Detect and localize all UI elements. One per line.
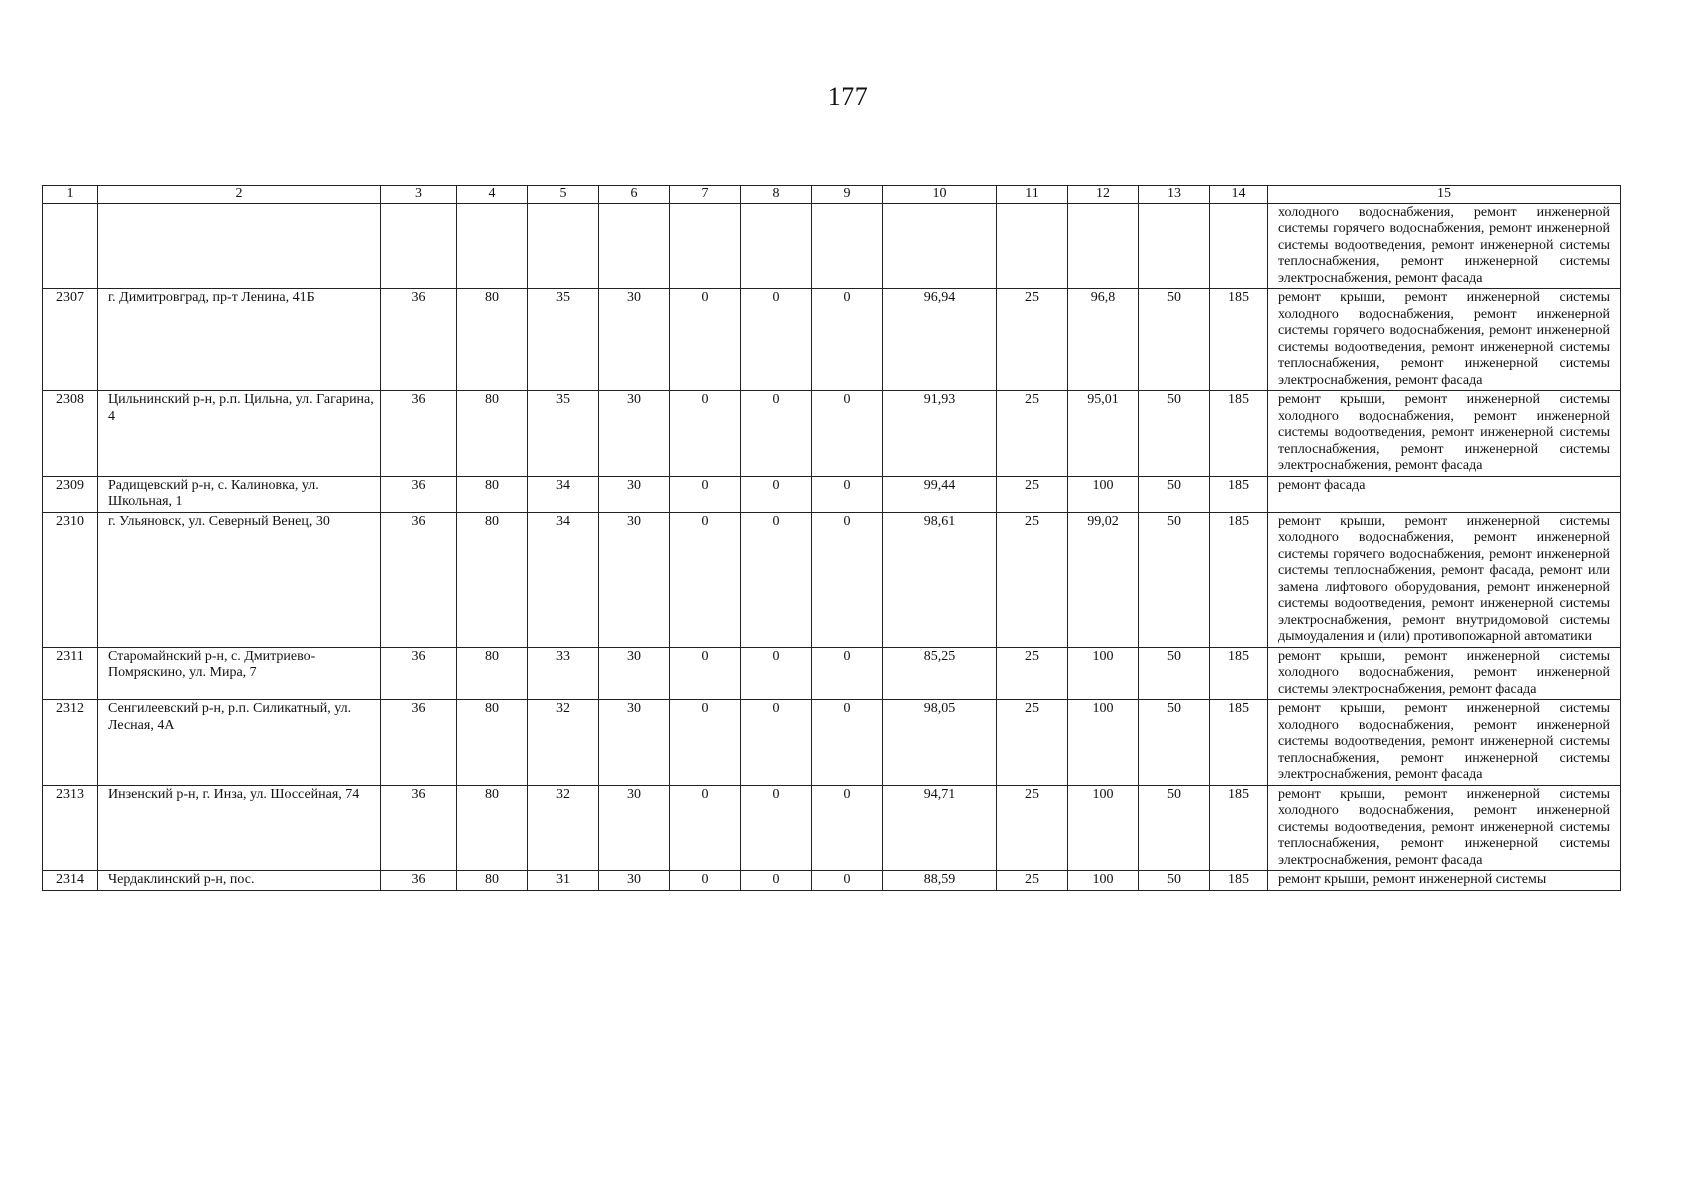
value-cell: 25 (997, 476, 1068, 512)
value-cell: 36 (381, 871, 457, 891)
value-cell: 98,61 (883, 512, 997, 647)
value-cell: 36 (381, 289, 457, 391)
value-cell: 25 (997, 512, 1068, 647)
value-cell: 0 (741, 512, 812, 647)
value-cell: 91,93 (883, 391, 997, 477)
value-cell: 96,94 (883, 289, 997, 391)
address-cell: Цильнинский р-н, р.п. Цильна, ул. Гагарина, 4 (98, 391, 381, 477)
value-cell: 100 (1068, 476, 1139, 512)
column-number-row (43, 186, 1621, 204)
value-cell: 30 (599, 647, 670, 700)
column-header: 3 (381, 186, 457, 204)
address-cell: Сенгилеевский р-н, р.п. Силикатный, ул. Лесная, 4А (98, 700, 381, 786)
value-cell: 185 (1210, 785, 1268, 871)
value-cell: 100 (1068, 700, 1139, 786)
value-cell: 35 (528, 391, 599, 477)
works-cell: ремонт крыши, ремонт инженерной системы холодного водоснабжения, ремонт инженерной системы водоотведения, ремонт инженерной системы теплоснабжения, ремонт инженерной системы электроснабжения, ремонт фасада (1268, 391, 1621, 477)
works-cell: ремонт крыши, ремонт инженерной системы холодного водоснабжения, ремонт инженерной системы горячего водоснабжения, ремонт инженерной системы теплоснабжения, ремонт фасада, ремонт или замена лифтового оборудования, ремонт инженерной системы водоотведения, ремонт инженерной системы электроснабжения, ремонт внутридомовой системы дымоудаления и (или) противопожарной автоматики (1268, 512, 1621, 647)
value-cell: 99,44 (883, 476, 997, 512)
value-cell: 0 (741, 785, 812, 871)
value-cell: 80 (457, 289, 528, 391)
value-cell: 80 (457, 647, 528, 700)
row-id: 2312 (43, 700, 98, 786)
value-cell: 80 (457, 476, 528, 512)
value-cell: 80 (457, 785, 528, 871)
address-cell: г. Ульяновск, ул. Северный Венец, 30 (98, 512, 381, 647)
row-id: 2311 (43, 647, 98, 700)
value-cell: 25 (997, 871, 1068, 891)
table-row (43, 289, 1621, 391)
value-cell: 95,01 (1068, 391, 1139, 477)
value-cell: 185 (1210, 391, 1268, 477)
value-cell: 0 (670, 785, 741, 871)
value-cell: 0 (670, 647, 741, 700)
value-cell: 50 (1139, 476, 1210, 512)
column-header: 12 (1068, 186, 1139, 204)
row-id: 2309 (43, 476, 98, 512)
value-cell: 185 (1210, 647, 1268, 700)
value-cell: 0 (812, 700, 883, 786)
value-cell: 0 (812, 647, 883, 700)
value-cell: 185 (1210, 289, 1268, 391)
value-cell: 25 (997, 700, 1068, 786)
value-cell: 50 (1139, 391, 1210, 477)
works-cell: ремонт крыши, ремонт инженерной системы холодного водоснабжения, ремонт инженерной системы водоотведения, ремонт инженерной системы теплоснабжения, ремонт инженерной системы электроснабжения, ремонт фасада (1268, 700, 1621, 786)
value-cell: 0 (741, 289, 812, 391)
value-cell: 0 (741, 647, 812, 700)
value-cell: 31 (528, 871, 599, 891)
value-cell: 34 (528, 512, 599, 647)
value-cell: 50 (1139, 512, 1210, 647)
row-id: 2313 (43, 785, 98, 871)
value-cell: 50 (1139, 785, 1210, 871)
column-header: 14 (1210, 186, 1268, 204)
value-cell: 0 (741, 476, 812, 512)
value-cell: 80 (457, 391, 528, 477)
value-cell: 50 (1139, 700, 1210, 786)
value-cell: 36 (381, 700, 457, 786)
table-cell (1210, 203, 1268, 289)
table-cell (1139, 203, 1210, 289)
value-cell: 33 (528, 647, 599, 700)
table-cell (1068, 203, 1139, 289)
value-cell: 30 (599, 785, 670, 871)
value-cell: 25 (997, 289, 1068, 391)
value-cell: 88,59 (883, 871, 997, 891)
value-cell: 0 (812, 871, 883, 891)
value-cell: 25 (997, 391, 1068, 477)
value-cell: 99,02 (1068, 512, 1139, 647)
value-cell: 80 (457, 512, 528, 647)
column-header: 11 (997, 186, 1068, 204)
table-cell (599, 203, 670, 289)
table-cell (457, 203, 528, 289)
value-cell: 0 (812, 785, 883, 871)
column-header: 15 (1268, 186, 1621, 204)
value-cell: 25 (997, 647, 1068, 700)
value-cell: 36 (381, 647, 457, 700)
value-cell: 96,8 (1068, 289, 1139, 391)
table-row (43, 871, 1621, 891)
works-cell: ремонт крыши, ремонт инженерной системы (1268, 871, 1621, 891)
column-header: 8 (741, 186, 812, 204)
row-id: 2314 (43, 871, 98, 891)
row-id: 2307 (43, 289, 98, 391)
table-container (42, 185, 1620, 891)
page-number: 177 (827, 82, 869, 111)
value-cell: 50 (1139, 871, 1210, 891)
address-cell: Радищевский р-н, с. Калиновка, ул. Школьная, 1 (98, 476, 381, 512)
value-cell: 50 (1139, 289, 1210, 391)
value-cell: 80 (457, 700, 528, 786)
value-cell: 0 (670, 476, 741, 512)
column-header: 5 (528, 186, 599, 204)
value-cell: 30 (599, 476, 670, 512)
column-header: 7 (670, 186, 741, 204)
table-row (43, 647, 1621, 700)
value-cell: 85,25 (883, 647, 997, 700)
repair-schedule-table (42, 185, 1621, 891)
address-cell: г. Димитровград, пр-т Ленина, 41Б (98, 289, 381, 391)
value-cell: 35 (528, 289, 599, 391)
table-cell (997, 203, 1068, 289)
table-cell (812, 203, 883, 289)
address-cell: Старомайнский р-н, с. Дмитриево-Помряскино, ул. Мира, 7 (98, 647, 381, 700)
works-cell: ремонт крыши, ремонт инженерной системы холодного водоснабжения, ремонт инженерной системы электроснабжения, ремонт фасада (1268, 647, 1621, 700)
value-cell: 100 (1068, 871, 1139, 891)
value-cell: 0 (670, 700, 741, 786)
value-cell: 36 (381, 391, 457, 477)
value-cell: 100 (1068, 647, 1139, 700)
value-cell: 0 (741, 391, 812, 477)
value-cell: 0 (670, 391, 741, 477)
works-cell: ремонт крыши, ремонт инженерной системы холодного водоснабжения, ремонт инженерной системы водоотведения, ремонт инженерной системы теплоснабжения, ремонт инженерной системы электроснабжения, ремонт фасада (1268, 785, 1621, 871)
value-cell: 30 (599, 700, 670, 786)
column-header: 13 (1139, 186, 1210, 204)
value-cell: 32 (528, 785, 599, 871)
value-cell: 34 (528, 476, 599, 512)
column-header: 10 (883, 186, 997, 204)
address-cell: Инзенский р-н, г. Инза, ул. Шоссейная, 74 (98, 785, 381, 871)
table-cell (381, 203, 457, 289)
value-cell: 36 (381, 785, 457, 871)
value-cell: 0 (741, 871, 812, 891)
table-cell (741, 203, 812, 289)
table-row (43, 476, 1621, 512)
value-cell: 30 (599, 871, 670, 891)
row-id: 2310 (43, 512, 98, 647)
table-cell (98, 203, 381, 289)
table-row (43, 700, 1621, 786)
value-cell: 0 (670, 871, 741, 891)
row-id: 2308 (43, 391, 98, 477)
works-cell: ремонт фасада (1268, 476, 1621, 512)
value-cell: 185 (1210, 476, 1268, 512)
table-cell (883, 203, 997, 289)
table-row (43, 785, 1621, 871)
table-row (43, 391, 1621, 477)
works-cell: ремонт крыши, ремонт инженерной системы холодного водоснабжения, ремонт инженерной системы горячего водоснабжения, ремонт инженерной системы водоотведения, ремонт инженерной системы теплоснабжения, ремонт инженерной системы электроснабжения, ремонт фасада (1268, 289, 1621, 391)
value-cell: 100 (1068, 785, 1139, 871)
address-cell: Чердаклинский р-н, пос. (98, 871, 381, 891)
value-cell: 0 (812, 512, 883, 647)
value-cell: 32 (528, 700, 599, 786)
value-cell: 185 (1210, 512, 1268, 647)
column-header: 6 (599, 186, 670, 204)
table-cell (43, 203, 98, 289)
value-cell: 36 (381, 512, 457, 647)
works-cell: холодного водоснабжения, ремонт инженерной системы горячего водоснабжения, ремонт инженерной системы водоотведения, ремонт инженерной системы теплоснабжения, ремонт инженерной системы электроснабжения, ремонт фасада (1268, 203, 1621, 289)
value-cell: 0 (812, 289, 883, 391)
column-header: 1 (43, 186, 98, 204)
value-cell: 94,71 (883, 785, 997, 871)
value-cell: 30 (599, 512, 670, 647)
value-cell: 25 (997, 785, 1068, 871)
value-cell: 0 (670, 289, 741, 391)
column-header: 4 (457, 186, 528, 204)
column-header: 2 (98, 186, 381, 204)
value-cell: 50 (1139, 647, 1210, 700)
value-cell: 185 (1210, 700, 1268, 786)
value-cell: 0 (741, 700, 812, 786)
value-cell: 36 (381, 476, 457, 512)
value-cell: 30 (599, 289, 670, 391)
value-cell: 98,05 (883, 700, 997, 786)
value-cell: 30 (599, 391, 670, 477)
column-header: 9 (812, 186, 883, 204)
value-cell: 0 (670, 512, 741, 647)
table-row (43, 512, 1621, 647)
value-cell: 80 (457, 871, 528, 891)
value-cell: 0 (812, 391, 883, 477)
value-cell: 185 (1210, 871, 1268, 891)
table-cell (528, 203, 599, 289)
table-cell (670, 203, 741, 289)
value-cell: 0 (812, 476, 883, 512)
continuation-row (43, 203, 1621, 289)
